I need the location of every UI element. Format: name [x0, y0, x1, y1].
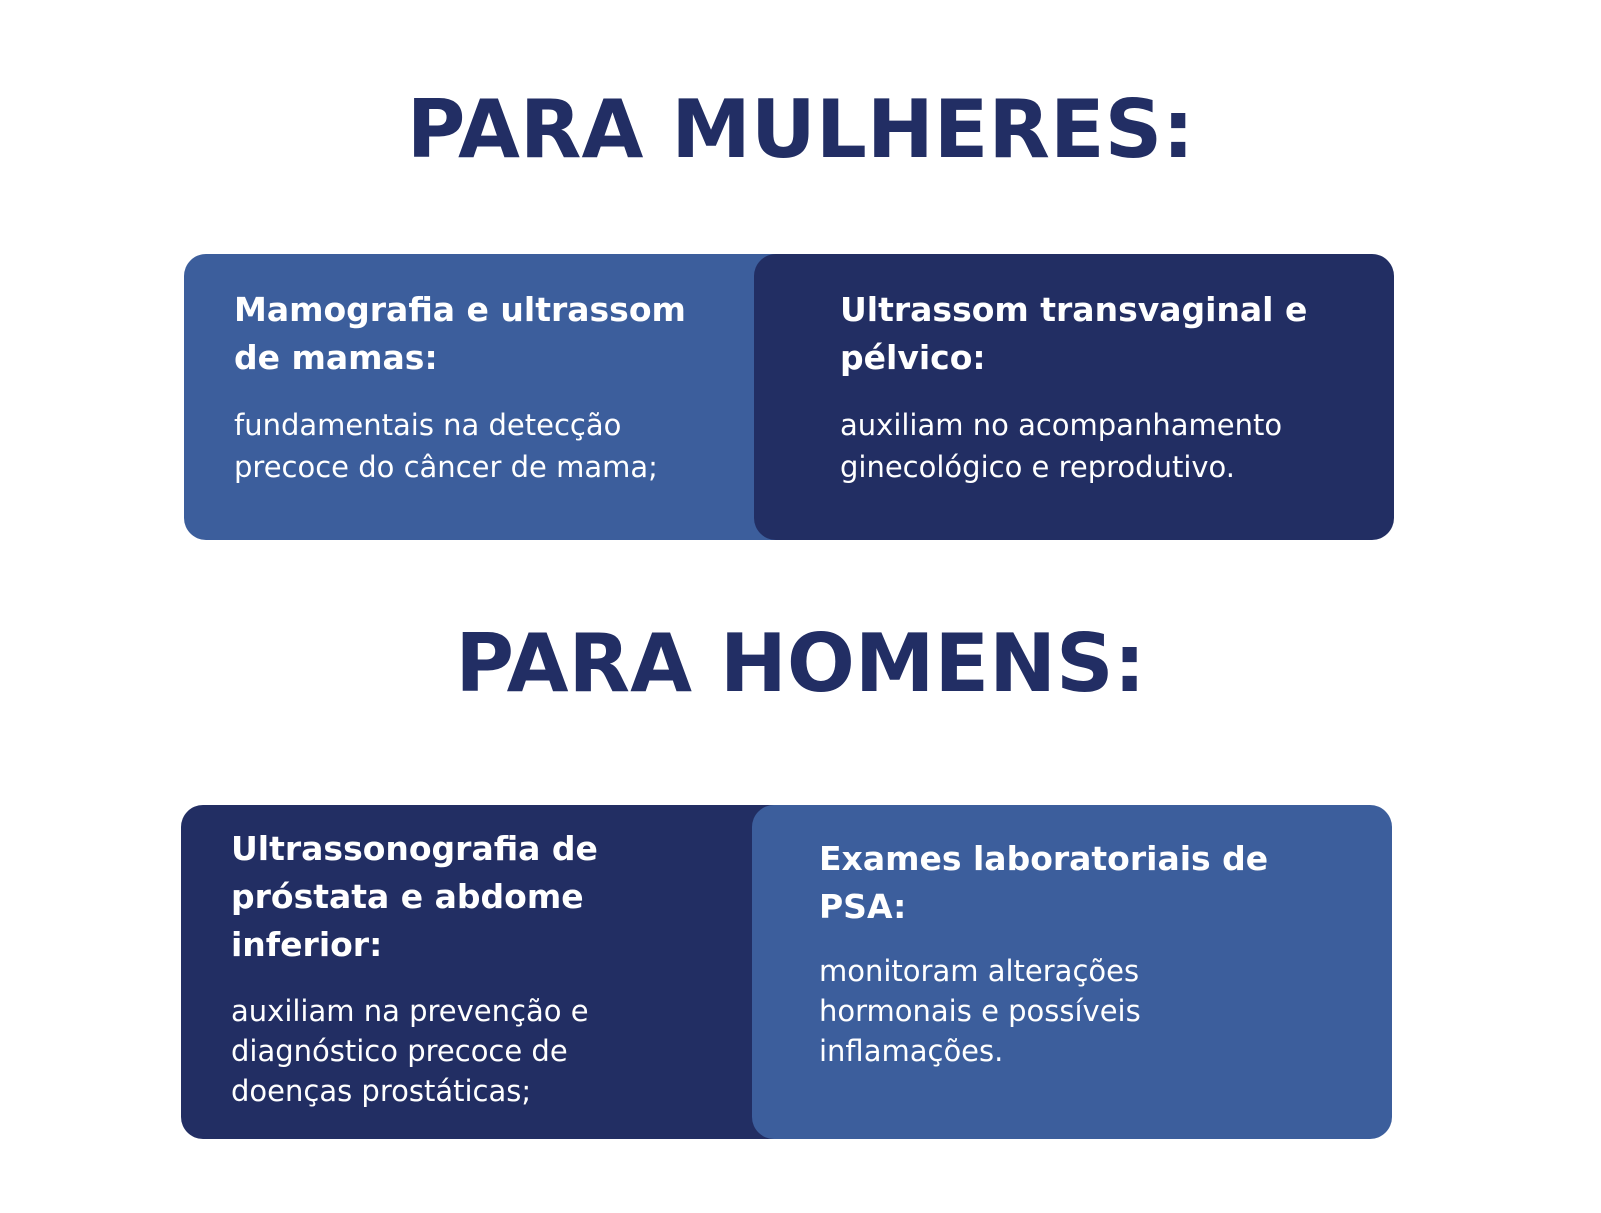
- card-exames-psa: [752, 805, 1392, 1139]
- card-description: monitoram alterações hormonais e possíveis inflamações.: [819, 954, 1141, 1068]
- card-title: Ultrassonografia de próstata e abdome inferior:: [231, 829, 598, 964]
- card-title: Ultrassom transvaginal e pélvico:: [840, 290, 1308, 377]
- card-title: Mamografia e ultrassom de mamas:: [234, 290, 686, 377]
- card-description: auxiliam na prevenção e diagnóstico precoce de doenças prostáticas;: [231, 994, 589, 1108]
- card-description: fundamentais na detecção precoce do câncer de mama;: [234, 408, 658, 484]
- women-section-heading: PARA MULHERES:: [406, 83, 1195, 176]
- card-ultrassom-transvaginal: [754, 254, 1394, 540]
- card-ultrassonografia-prostata: [181, 805, 797, 1139]
- card-mamografia: [184, 254, 800, 540]
- card-title: Exames laboratoriais de PSA:: [819, 839, 1269, 926]
- card-description: auxiliam no acompanhamento ginecológico e reprodutivo.: [840, 408, 1283, 484]
- men-section-heading: PARA HOMENS:: [455, 617, 1146, 710]
